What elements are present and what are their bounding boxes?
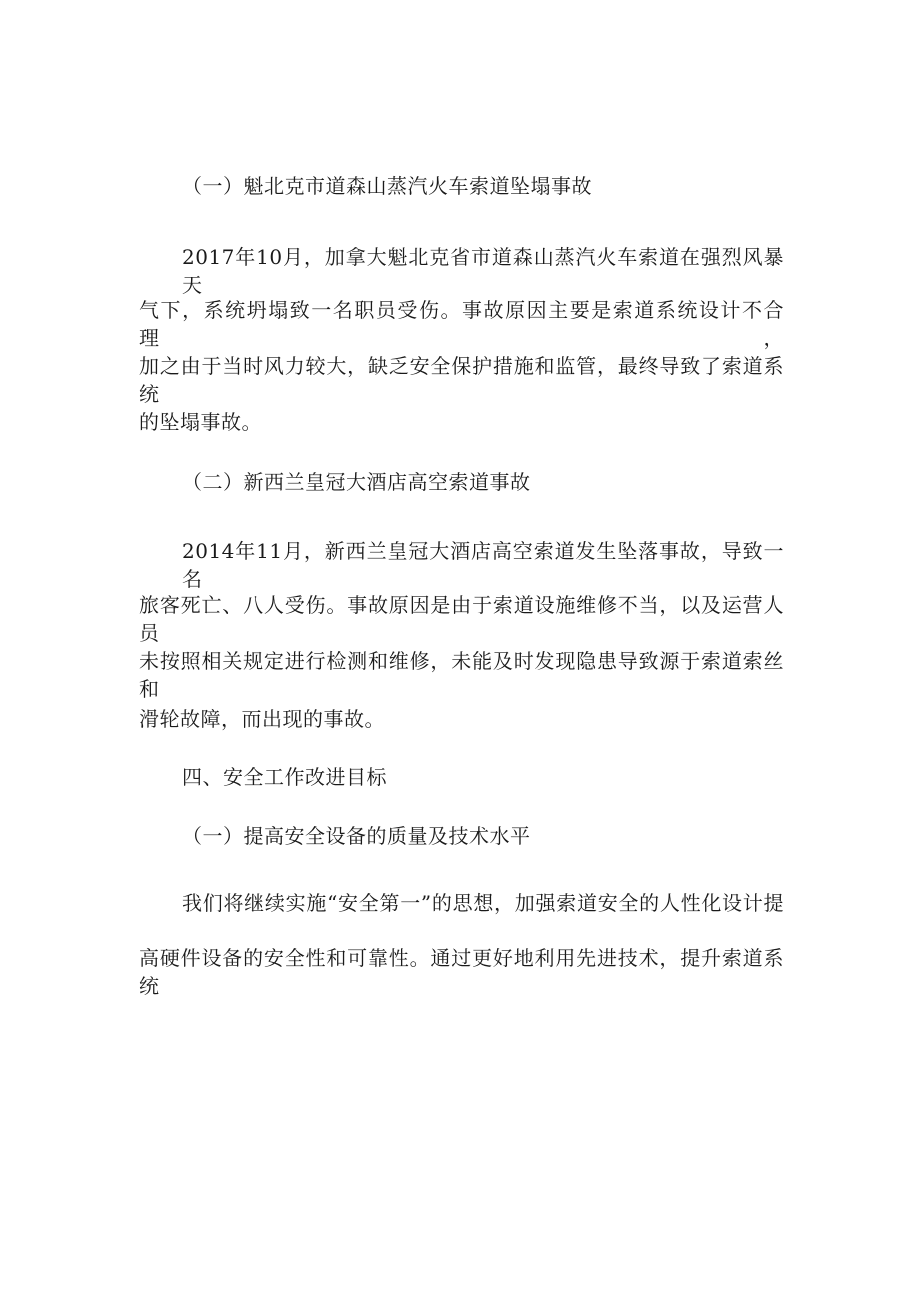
- paragraph-line: 的坠塌事故。: [139, 410, 262, 434]
- paragraph-line: 未按照相关规定进行检测和维修，未能及时发现隐患导致源于索道索丝和: [139, 649, 784, 701]
- paragraph-line: 旅客死亡、八人受伤。事故原因是由于索道设施维修不当，以及运营人员: [139, 593, 784, 645]
- paragraph-line: 2014年11月，新西兰皇冠大酒店高空索道发生坠落事故，导致一名: [182, 539, 784, 591]
- section-heading-3: 四、安全工作改进目标: [182, 765, 387, 789]
- paragraph-line: 气下，系统坍塌致一名职员受伤。事故原因主要是索道系统设计不合理，: [139, 298, 784, 350]
- subsection-heading: （一）提高安全设备的质量及技术水平: [182, 824, 531, 848]
- paragraph-line: 我们将继续实施“安全第一”的思想，加强索道安全的人性化设计提: [182, 891, 784, 915]
- paragraph-line: 加之由于当时风力较大，缺乏安全保护措施和监管，最终导致了索道系统: [139, 354, 784, 406]
- section-heading-1: （一）魁北克市道森山蒸汽火车索道坠塌事故: [182, 174, 592, 198]
- paragraph-line: 滑轮故障，而出现的事故。: [139, 707, 385, 731]
- paragraph-line: 2017年10月，加拿大魁北克省市道森山蒸汽火车索道在强烈风暴天: [182, 245, 784, 297]
- paragraph-line: 高硬件设备的安全性和可靠性。通过更好地利用先进技术，提升索道系统: [139, 946, 784, 998]
- section-heading-2: （二）新西兰皇冠大酒店高空索道事故: [182, 470, 531, 494]
